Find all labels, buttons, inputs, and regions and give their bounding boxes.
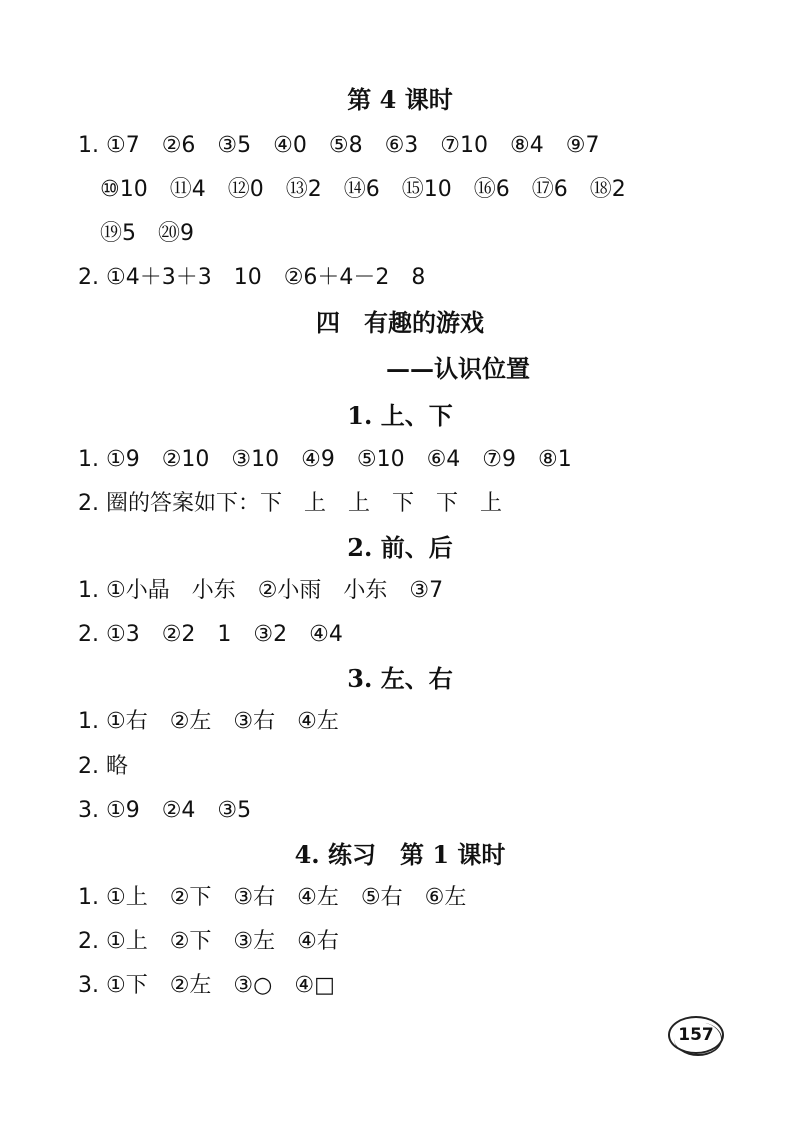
lesson4-title: 第 4 课时	[347, 85, 453, 114]
part2-line-1: 1. ①小晶 小东 ②小雨 小东 ③7	[78, 578, 444, 603]
lesson4-line-4: 2. ①4＋3＋3 10 ②6＋4－2 8	[78, 265, 426, 290]
unit4-subtitle: ——认识位置	[386, 354, 530, 383]
part3-title: 3. 左、右	[347, 664, 453, 693]
part4-line-2: 2. ①上 ②下 ③左 ④右	[78, 929, 339, 954]
part2-line-2: 2. ①3 ②2 1 ③2 ④4	[78, 622, 343, 647]
part2-title: 2. 前、后	[347, 533, 453, 562]
lesson4-line-2: ⑩10 ⑪4 ⑫0 ⑬2 ⑭6 ⑮10 ⑯6 ⑰6 ⑱2	[100, 177, 626, 202]
part4-title: 4. 练习 第 1 课时	[294, 840, 506, 869]
part1-title: 1. 上、下	[347, 401, 453, 430]
part4-line-1: 1. ①上 ②下 ③右 ④左 ⑤右 ⑥左	[78, 885, 467, 910]
unit4-title: 四 有趣的游戏	[316, 308, 484, 337]
lesson4-line-3: ⑲5 ⑳9	[100, 221, 194, 246]
part3-line-1: 1. ①右 ②左 ③右 ④左	[78, 709, 339, 734]
page-number: 157	[678, 1025, 714, 1045]
part1-line-2: 2. 圈的答案如下：下 上 上 下 下 上	[78, 491, 502, 516]
lesson4-line-1: 1. ①7 ②6 ③5 ④0 ⑤8 ⑥3 ⑦10 ⑧4 ⑨7	[78, 133, 600, 158]
part4-line-3: 3. ①下 ②左 ③○ ④□	[78, 973, 335, 998]
page-number-badge	[668, 1016, 724, 1054]
part3-line-2: 2. 略	[78, 754, 128, 779]
part3-line-3: 3. ①9 ②4 ③5	[78, 798, 252, 823]
part1-line-1: 1. ①9 ②10 ③10 ④9 ⑤10 ⑥4 ⑦9 ⑧1	[78, 447, 572, 472]
